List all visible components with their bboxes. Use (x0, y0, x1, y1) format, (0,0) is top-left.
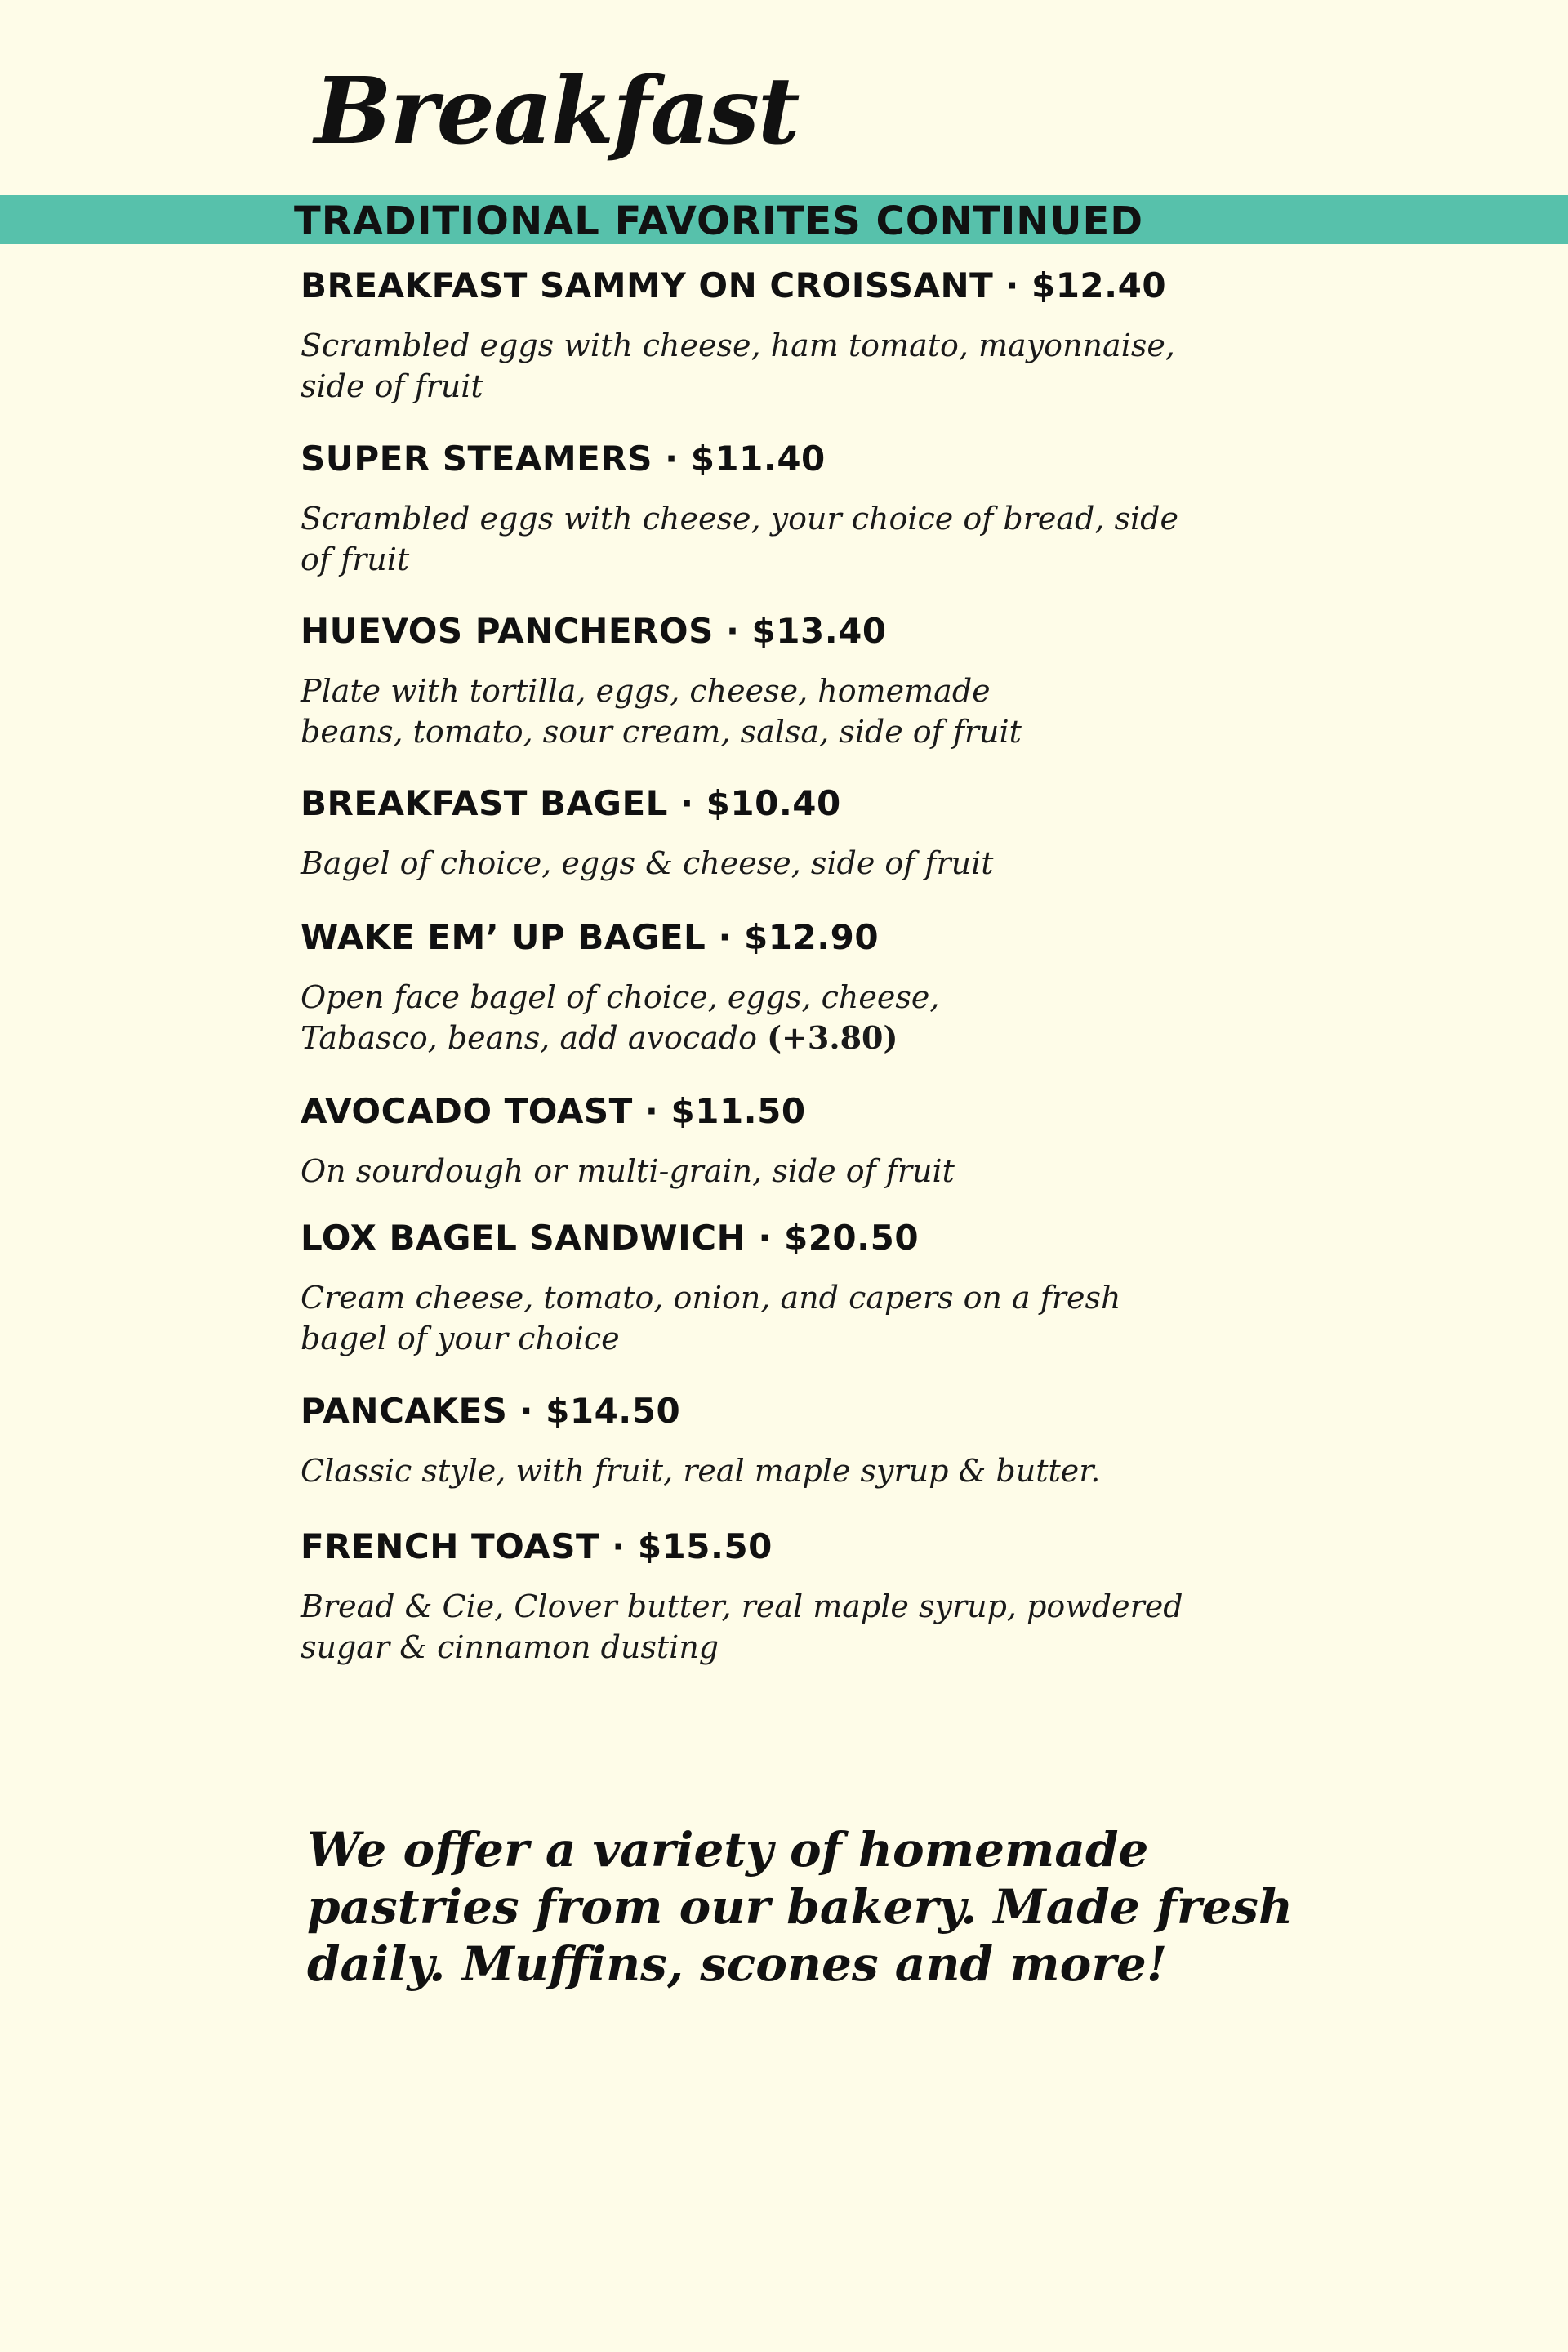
item-heading (301, 781, 1289, 826)
page-title: Breakfast (314, 58, 799, 165)
item-description (301, 670, 1264, 752)
item-heading (301, 608, 1289, 654)
item-price: $12.40 (1031, 265, 1167, 305)
item-price: $11.50 (670, 1091, 806, 1131)
item-description-line: of fruit (301, 541, 410, 577)
item-description-line: side of fruit (301, 368, 483, 404)
item-description-line: sugar & cinnamon dusting (301, 1629, 719, 1665)
bakery-promo-line: daily. Muffins, scones and more! (307, 1936, 1168, 1992)
item-price: $20.50 (783, 1218, 920, 1258)
item-description (301, 1586, 1264, 1668)
menu-item (301, 263, 1289, 407)
menu-item (301, 1388, 1289, 1491)
item-description (301, 1450, 1264, 1491)
menu-item (301, 915, 1289, 1058)
item-price: $14.50 (546, 1391, 681, 1431)
item-description (301, 977, 1264, 1058)
item-separator: · (519, 1391, 533, 1431)
menu-item (301, 1089, 1289, 1192)
item-description-line: Tabasco, beans, add avocado (301, 1020, 757, 1056)
section-band (0, 195, 1568, 244)
item-description-line: Plate with tortilla, eggs, cheese, homemade (301, 673, 991, 709)
item-description (301, 325, 1264, 407)
item-description-line: Bread & Cie, Clover butter, real maple syrup, powdered (301, 1588, 1183, 1624)
item-price: $15.50 (637, 1526, 773, 1566)
item-description (301, 843, 1264, 884)
item-name: HUEVOS PANCHEROS (301, 611, 714, 651)
item-heading (301, 1215, 1289, 1261)
item-name: WAKE EM’ UP BAGEL (301, 917, 706, 957)
item-separator: · (665, 439, 679, 479)
item-name: SUPER STEAMERS (301, 439, 653, 479)
item-description-line: beans, tomato, sour cream, salsa, side of fruit (301, 714, 1022, 750)
item-separator: · (1005, 265, 1019, 305)
bakery-promo-line: pastries from our bakery. Made fresh (307, 1879, 1294, 1935)
item-name: FRENCH TOAST (301, 1526, 600, 1566)
section-heading: TRADITIONAL FAVORITES CONTINUED (294, 198, 1144, 244)
item-separator: · (758, 1218, 772, 1258)
item-heading (301, 1388, 1289, 1434)
item-price: $13.40 (751, 611, 887, 651)
item-heading (301, 1524, 1289, 1570)
item-separator: · (612, 1526, 626, 1566)
menu-item (301, 608, 1289, 752)
menu-item (301, 436, 1289, 580)
menu-item (301, 781, 1289, 884)
item-name: BREAKFAST SAMMY ON CROISSANT (301, 265, 994, 305)
item-price: $11.40 (690, 439, 826, 479)
item-heading (301, 436, 1289, 482)
item-separator: · (644, 1091, 659, 1131)
item-name: BREAKFAST BAGEL (301, 783, 668, 823)
item-description-line: Bagel of choice, eggs & cheese, side of fruit (301, 845, 994, 881)
item-description-line: Cream cheese, tomato, onion, and capers on a fresh (301, 1280, 1121, 1316)
item-heading (301, 915, 1289, 960)
item-description (301, 1277, 1264, 1359)
menu-item (301, 1215, 1289, 1359)
item-description (301, 1151, 1264, 1192)
item-separator: · (718, 917, 732, 957)
item-description-line: Classic style, with fruit, real maple syrup & butter. (301, 1453, 1101, 1489)
bakery-promo-line: We offer a variety of homemade (307, 1822, 1149, 1878)
item-heading (301, 263, 1289, 309)
item-description (301, 498, 1264, 580)
menu-item (301, 1524, 1289, 1668)
item-heading (301, 1089, 1289, 1134)
item-name: AVOCADO TOAST (301, 1091, 633, 1131)
item-name: LOX BAGEL SANDWICH (301, 1218, 746, 1258)
item-description-line: Scrambled eggs with cheese, your choice of bread, side (301, 501, 1178, 537)
item-separator: · (725, 611, 740, 651)
item-name: PANCAKES (301, 1391, 508, 1431)
item-addon-price: (+3.80) (767, 1019, 898, 1056)
bakery-promo (307, 1821, 1336, 1993)
item-separator: · (680, 783, 694, 823)
item-price: $10.40 (706, 783, 841, 823)
item-description-line: bagel of your choice (301, 1321, 620, 1356)
item-description-line: Scrambled eggs with cheese, ham tomato, mayonnaise, (301, 327, 1175, 363)
item-description-line: Open face bagel of choice, eggs, cheese, (301, 979, 940, 1015)
item-description-line: On sourdough or multi-grain, side of fruit (301, 1153, 955, 1189)
item-price: $12.90 (744, 917, 880, 957)
